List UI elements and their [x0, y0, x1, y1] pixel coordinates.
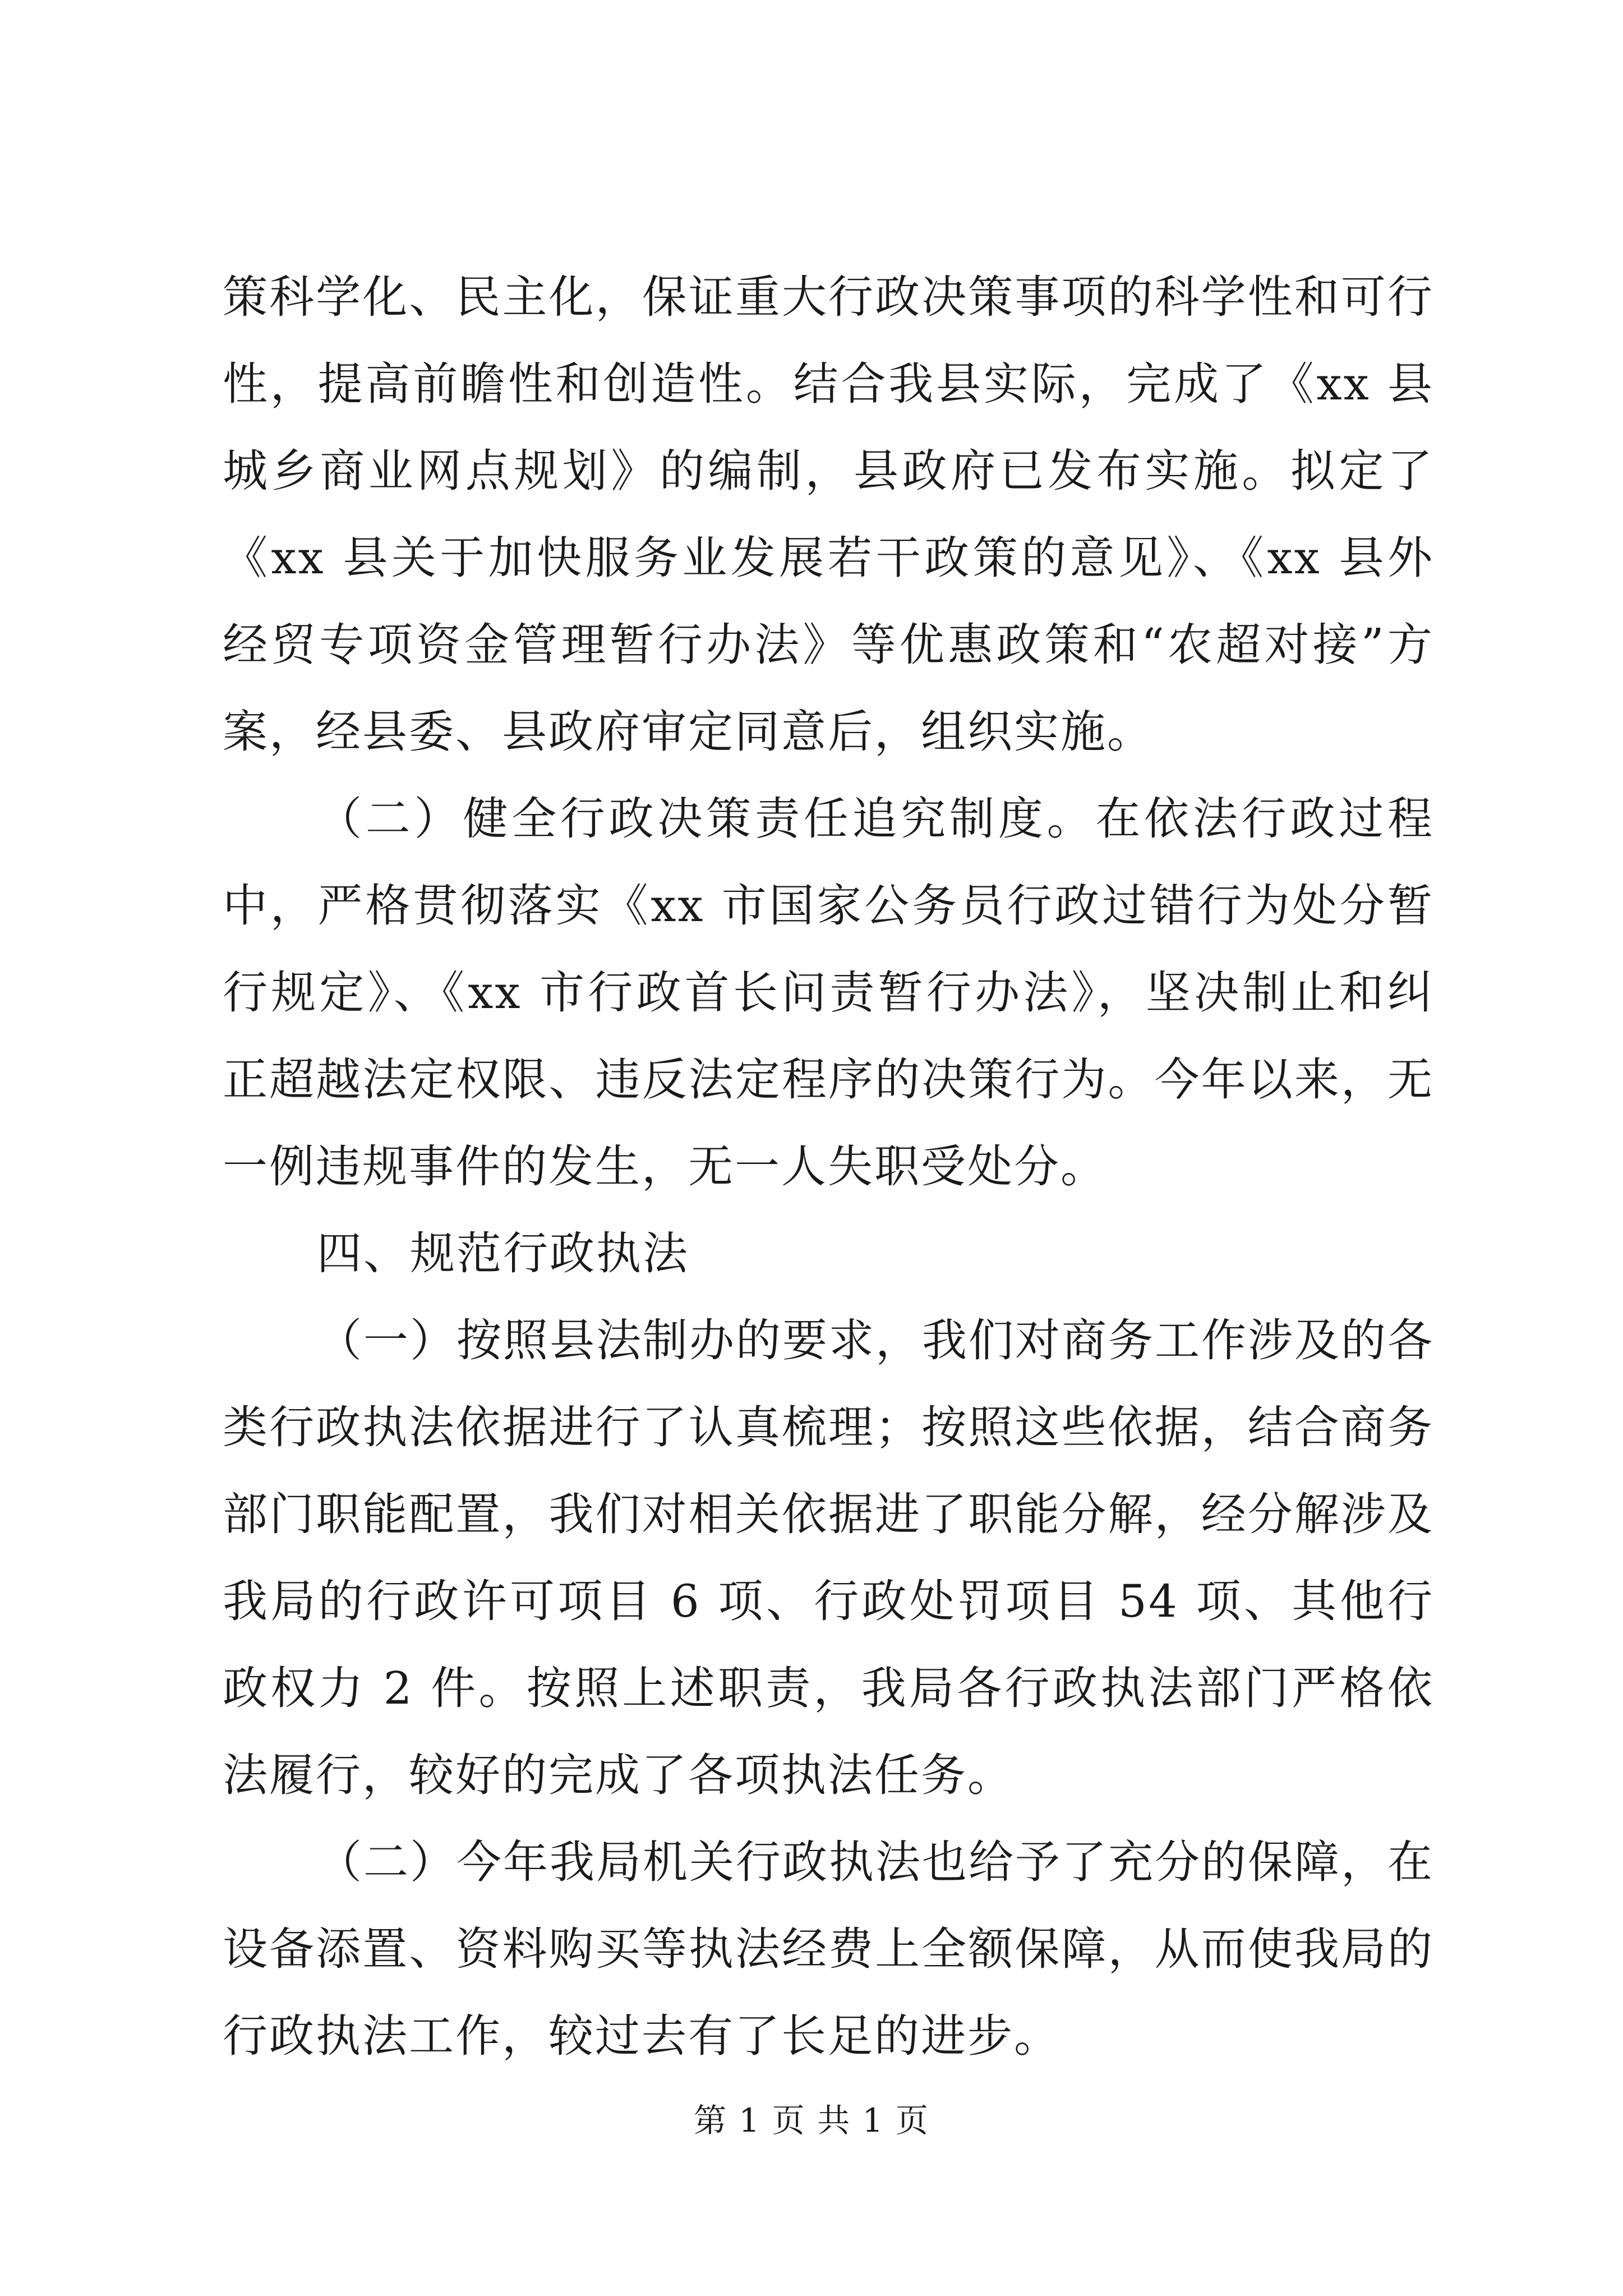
- paragraph-enforcement-support: （二）今年我局机关行政执法也给予了充分的保障，在设备添置、资料购买等执法经费上全额保障，从而使我局的行政执法工作，较过去有了长足的进步。: [223, 1836, 1434, 2062]
- page-footer: 第 1 页 共 1 页: [694, 2101, 929, 2139]
- document-body: [223, 254, 1434, 2079]
- paragraph-enforcement-basis: （一）按照县法制办的要求，我们对商务工作涉及的各类行政执法依据进行了认真梳理；按照这些依据，结合商务部门职能配置，我们对相关依据进了职能分解，经分解涉及我局的行政许可项目 6 项、行政处罚项目 54 项、其他行政权力 2 件。按照上述职责，我局各行政执法部门严格依法履行，较好的完成了各项执法任务。: [223, 1314, 1434, 1801]
- paragraph-continuation: 策科学化、民主化，保证重大行政决策事项的科学性和可行性，提高前瞻性和创造性。结合我县实际，完成了《xx 县城乡商业网点规划》的编制，县政府已发布实施。拟定了《xx 县关于加快服务业发展若干政策的意见》、《xx 县外经贸专项资金管理暂行办法》等优惠政策和“农超对接”方案，经县委、县政府审定同意后，组织实施。: [223, 271, 1434, 758]
- section-heading-administrative-enforcement: 四、规范行政执法: [317, 1227, 689, 1280]
- paragraph-decision-accountability: （二）健全行政决策责任追究制度。在依法行政过程中，严格贯彻落实《xx 市国家公务员行政过错行为处分暂行规定》、《xx 市行政首长问责暂行办法》，坚决制止和纠正超越法定权限、违反法定程序的决策行为。今年以来，无一例违规事件的发生，无一人失职受处分。: [223, 793, 1434, 1193]
